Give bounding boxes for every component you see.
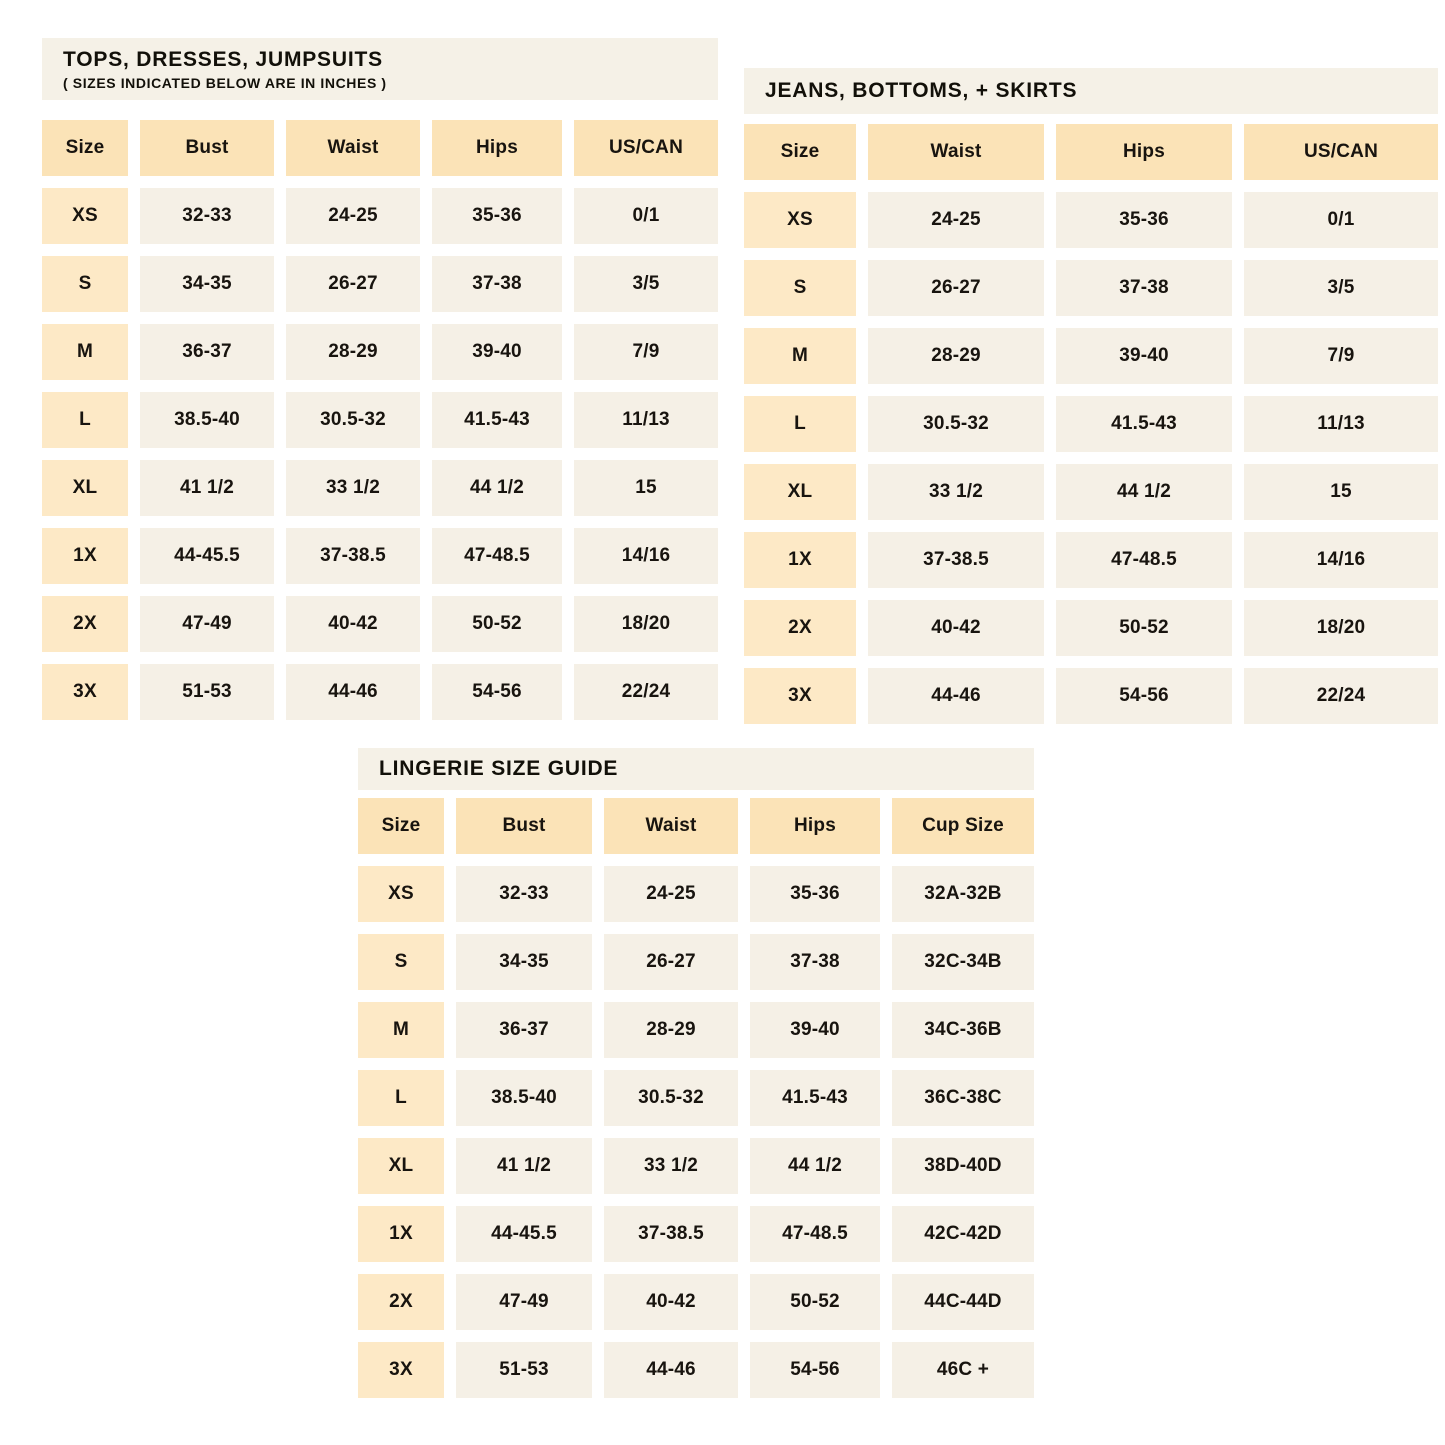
size-label-cell: S <box>42 256 128 312</box>
data-cell: 44-45.5 <box>140 528 274 584</box>
data-cell: 47-49 <box>140 596 274 652</box>
size-label-cell: XL <box>358 1138 444 1194</box>
column-header-cell: Size <box>42 120 128 176</box>
data-cell: 40-42 <box>286 596 420 652</box>
data-cell: 28-29 <box>286 324 420 380</box>
data-cell: 47-48.5 <box>750 1206 880 1262</box>
data-cell: 41.5-43 <box>1056 396 1232 452</box>
column-header-cell: US/CAN <box>574 120 718 176</box>
data-cell: 50-52 <box>432 596 562 652</box>
size-label-cell: L <box>744 396 856 452</box>
data-cell: 50-52 <box>750 1274 880 1330</box>
tops-title-block <box>42 38 718 100</box>
data-cell: 32A-32B <box>892 866 1034 922</box>
data-cell: 24-25 <box>604 866 738 922</box>
data-cell: 30.5-32 <box>286 392 420 448</box>
data-cell: 26-27 <box>604 934 738 990</box>
size-label-cell: 3X <box>42 664 128 720</box>
tops-subtitle: ( SIZES INDICATED BELOW ARE IN INCHES ) <box>63 74 387 91</box>
data-cell: 22/24 <box>574 664 718 720</box>
column-header-cell: Hips <box>432 120 562 176</box>
data-cell: 50-52 <box>1056 600 1232 656</box>
data-cell: 24-25 <box>286 188 420 244</box>
size-label-cell: 2X <box>744 600 856 656</box>
data-cell: 24-25 <box>868 192 1044 248</box>
size-label-cell: 1X <box>744 532 856 588</box>
data-cell: 14/16 <box>1244 532 1438 588</box>
data-cell: 37-38.5 <box>286 528 420 584</box>
column-header-cell: Size <box>744 124 856 180</box>
data-cell: 39-40 <box>432 324 562 380</box>
data-cell: 42C-42D <box>892 1206 1034 1262</box>
data-cell: 36-37 <box>456 1002 592 1058</box>
column-header-cell: Bust <box>456 798 592 854</box>
jeans-title: JEANS, BOTTOMS, + SKIRTS <box>765 79 1078 102</box>
data-cell: 39-40 <box>1056 328 1232 384</box>
data-cell: 37-38.5 <box>868 532 1044 588</box>
size-label-cell: M <box>42 324 128 380</box>
data-cell: 3/5 <box>1244 260 1438 316</box>
size-label-cell: XL <box>42 460 128 516</box>
data-cell: 35-36 <box>750 866 880 922</box>
size-label-cell: XL <box>744 464 856 520</box>
data-cell: 28-29 <box>604 1002 738 1058</box>
data-cell: 54-56 <box>750 1342 880 1398</box>
data-cell: 26-27 <box>286 256 420 312</box>
data-cell: 34C-36B <box>892 1002 1034 1058</box>
data-cell: 47-48.5 <box>432 528 562 584</box>
data-cell: 44-46 <box>604 1342 738 1398</box>
size-label-cell: L <box>42 392 128 448</box>
size-label-cell: S <box>744 260 856 316</box>
data-cell: 47-48.5 <box>1056 532 1232 588</box>
column-header-cell: US/CAN <box>1244 124 1438 180</box>
size-label-cell: M <box>744 328 856 384</box>
data-cell: 11/13 <box>574 392 718 448</box>
size-label-cell: 3X <box>358 1342 444 1398</box>
data-cell: 32-33 <box>140 188 274 244</box>
data-cell: 0/1 <box>574 188 718 244</box>
column-header-cell: Hips <box>750 798 880 854</box>
data-cell: 51-53 <box>456 1342 592 1398</box>
data-cell: 47-49 <box>456 1274 592 1330</box>
data-cell: 33 1/2 <box>868 464 1044 520</box>
data-cell: 32-33 <box>456 866 592 922</box>
data-cell: 7/9 <box>574 324 718 380</box>
data-cell: 41 1/2 <box>140 460 274 516</box>
data-cell: 41 1/2 <box>456 1138 592 1194</box>
data-cell: 26-27 <box>868 260 1044 316</box>
lingerie-title: LINGERIE SIZE GUIDE <box>379 757 619 780</box>
data-cell: 54-56 <box>1056 668 1232 724</box>
data-cell: 30.5-32 <box>604 1070 738 1126</box>
data-cell: 0/1 <box>1244 192 1438 248</box>
size-label-cell: S <box>358 934 444 990</box>
data-cell: 3/5 <box>574 256 718 312</box>
data-cell: 41.5-43 <box>432 392 562 448</box>
data-cell: 35-36 <box>1056 192 1232 248</box>
column-header-cell: Size <box>358 798 444 854</box>
size-label-cell: XS <box>42 188 128 244</box>
data-cell: 40-42 <box>868 600 1044 656</box>
tops-dresses-jumpsuits-table <box>42 38 718 720</box>
data-cell: 34-35 <box>140 256 274 312</box>
data-cell: 44-46 <box>286 664 420 720</box>
lingerie-size-guide-table <box>358 748 1034 1398</box>
data-cell: 39-40 <box>750 1002 880 1058</box>
data-cell: 44 1/2 <box>750 1138 880 1194</box>
data-cell: 35-36 <box>432 188 562 244</box>
data-cell: 14/16 <box>574 528 718 584</box>
lingerie-size-grid <box>358 798 1034 1398</box>
data-cell: 38.5-40 <box>140 392 274 448</box>
column-header-cell: Waist <box>868 124 1044 180</box>
size-label-cell: 2X <box>42 596 128 652</box>
data-cell: 40-42 <box>604 1274 738 1330</box>
tops-size-grid <box>42 120 718 720</box>
data-cell: 38D-40D <box>892 1138 1034 1194</box>
data-cell: 44-45.5 <box>456 1206 592 1262</box>
data-cell: 33 1/2 <box>286 460 420 516</box>
column-header-cell: Waist <box>286 120 420 176</box>
data-cell: 44-46 <box>868 668 1044 724</box>
size-label-cell: 1X <box>358 1206 444 1262</box>
data-cell: 37-38.5 <box>604 1206 738 1262</box>
data-cell: 15 <box>1244 464 1438 520</box>
column-header-cell: Waist <box>604 798 738 854</box>
data-cell: 15 <box>574 460 718 516</box>
size-label-cell: M <box>358 1002 444 1058</box>
data-cell: 37-38 <box>1056 260 1232 316</box>
data-cell: 32C-34B <box>892 934 1034 990</box>
data-cell: 28-29 <box>868 328 1044 384</box>
data-cell: 18/20 <box>574 596 718 652</box>
data-cell: 18/20 <box>1244 600 1438 656</box>
data-cell: 37-38 <box>750 934 880 990</box>
tops-title: TOPS, DRESSES, JUMPSUITS <box>63 47 383 71</box>
column-header-cell: Hips <box>1056 124 1232 180</box>
jeans-title-block <box>744 68 1438 114</box>
column-header-cell: Bust <box>140 120 274 176</box>
data-cell: 54-56 <box>432 664 562 720</box>
data-cell: 30.5-32 <box>868 396 1044 452</box>
data-cell: 37-38 <box>432 256 562 312</box>
size-label-cell: L <box>358 1070 444 1126</box>
jeans-size-grid <box>744 124 1438 724</box>
data-cell: 51-53 <box>140 664 274 720</box>
data-cell: 7/9 <box>1244 328 1438 384</box>
data-cell: 44C-44D <box>892 1274 1034 1330</box>
data-cell: 44 1/2 <box>1056 464 1232 520</box>
size-label-cell: 3X <box>744 668 856 724</box>
column-header-cell: Cup Size <box>892 798 1034 854</box>
size-label-cell: 2X <box>358 1274 444 1330</box>
data-cell: 44 1/2 <box>432 460 562 516</box>
data-cell: 22/24 <box>1244 668 1438 724</box>
data-cell: 34-35 <box>456 934 592 990</box>
data-cell: 38.5-40 <box>456 1070 592 1126</box>
data-cell: 41.5-43 <box>750 1070 880 1126</box>
data-cell: 33 1/2 <box>604 1138 738 1194</box>
data-cell: 11/13 <box>1244 396 1438 452</box>
data-cell: 36-37 <box>140 324 274 380</box>
data-cell: 36C-38C <box>892 1070 1034 1126</box>
size-label-cell: 1X <box>42 528 128 584</box>
size-label-cell: XS <box>744 192 856 248</box>
lingerie-title-block <box>358 748 1034 790</box>
size-label-cell: XS <box>358 866 444 922</box>
jeans-bottoms-skirts-table <box>744 68 1438 724</box>
data-cell: 46C + <box>892 1342 1034 1398</box>
